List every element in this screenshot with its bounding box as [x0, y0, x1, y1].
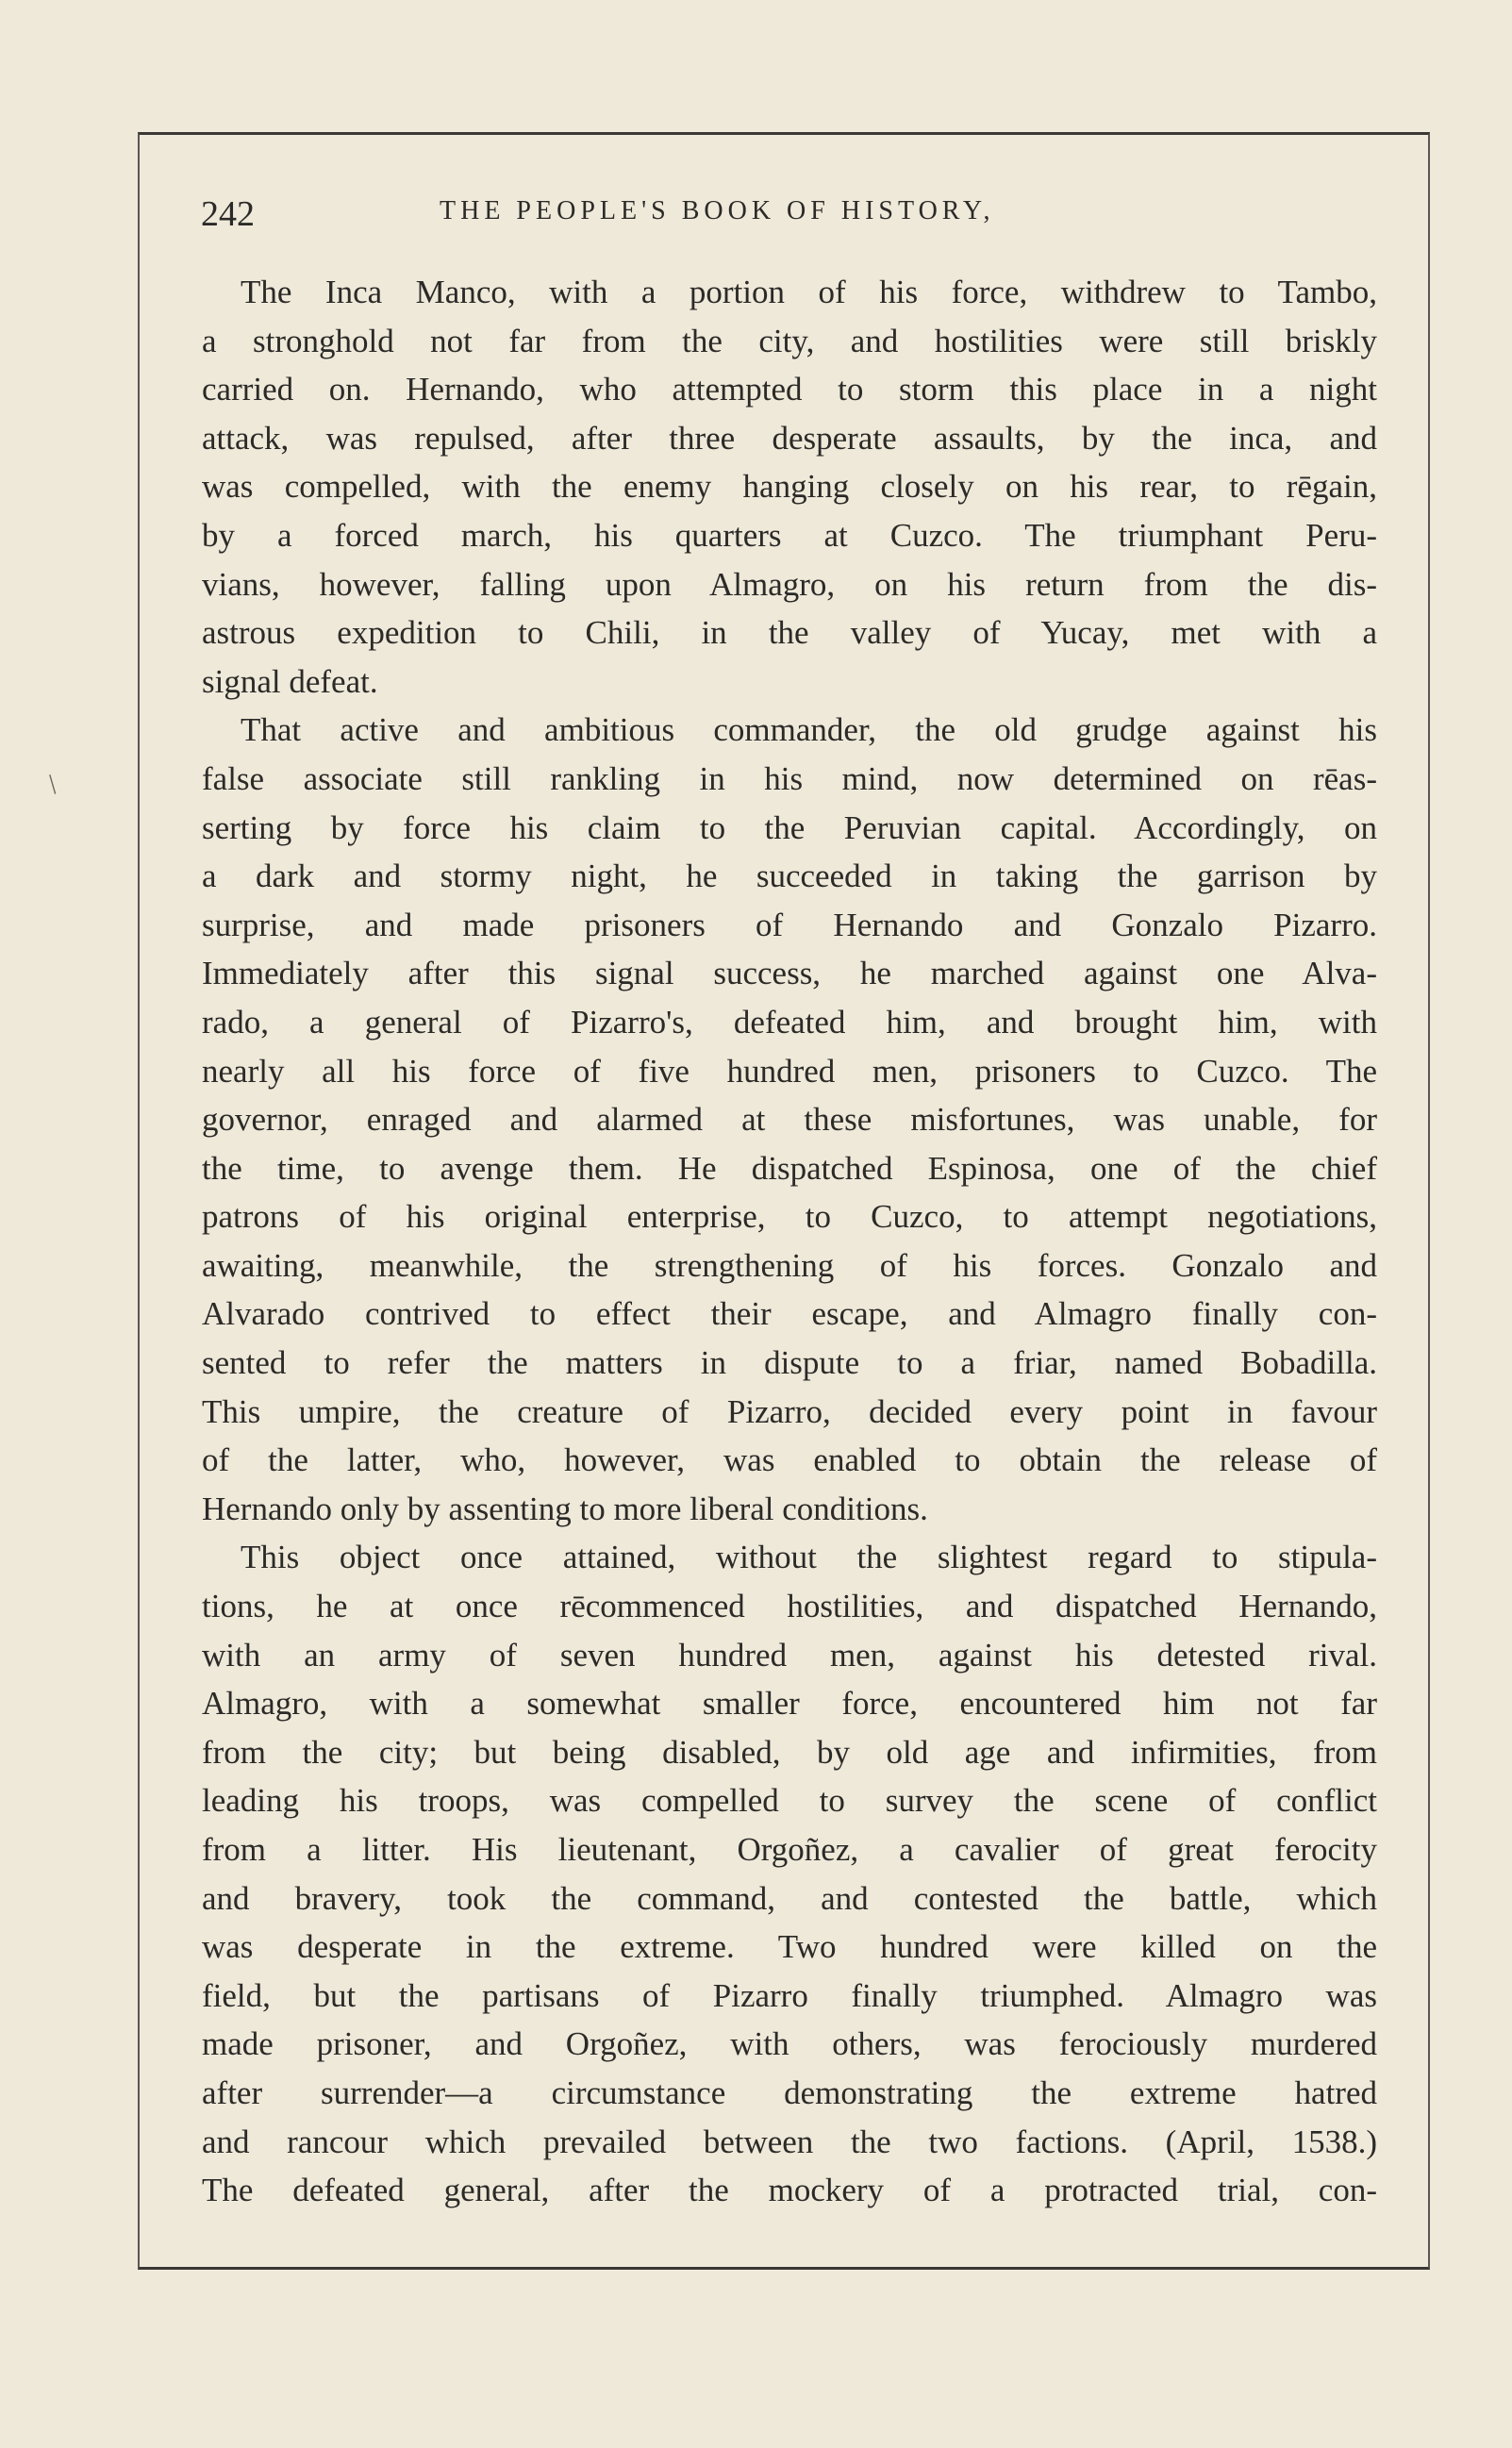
- text-line: The Inca Manco, with a portion of his force, withdrew to Tambo,: [241, 274, 1377, 310]
- text-line: serting by force his claim to the Peruvian capital. Accordingly, on: [202, 808, 1377, 846]
- text-line: patrons of his original enterprise, to Cuzco, to attempt negotiations,: [202, 1198, 1377, 1236]
- text-line: with an army of seven hundred men, against his detested rival.: [202, 1636, 1377, 1674]
- text-line: astrous expedition to Chili, in the valley of Yucay, met with a: [202, 614, 1377, 652]
- text-line: a dark and stormy night, he succeeded in taking the garrison by: [202, 858, 1377, 895]
- paragraph: [202, 1533, 1377, 2214]
- text-line: That active and ambitious commander, the old grudge against his: [241, 711, 1377, 749]
- text-line: This umpire, the creature of Pizarro, decided every point in favour: [202, 1392, 1377, 1430]
- text-line: attack, was repulsed, after three desperate assaults, by the inca, and: [202, 419, 1377, 457]
- text-line: Immediately after this signal success, he marched against one Alva-: [202, 955, 1377, 992]
- pencil-mark: /: [41, 769, 65, 800]
- text-line: tions, he at once rēcommenced hostilities, and dispatched Hernando,: [202, 1588, 1377, 1625]
- text-line: nearly all his force of five hundred men, prisoners to Cuzco. The: [202, 1052, 1377, 1090]
- text-line: Hernando only by assenting to more liberal conditions.: [202, 1490, 928, 1527]
- text-line: field, but the partisans of Pizarro finally triumphed. Almagro was: [202, 1976, 1377, 2014]
- text-line: made prisoner, and Orgoñez, with others, was ferociously murdered: [202, 2025, 1377, 2063]
- text-line: was compelled, with the enemy hanging closely on his rear, to rēgain,: [202, 468, 1377, 506]
- text-line: by a forced march, his quarters at Cuzco. The triumphant Peru-: [202, 516, 1377, 554]
- text-line: false associate still rankling in his mind, now determined on rēas-: [202, 759, 1377, 797]
- text-line: sented to refer the matters in dispute to a friar, named Bobadilla.: [202, 1344, 1377, 1382]
- text-line: governor, enraged and alarmed at these misfortunes, was unable, for: [202, 1101, 1377, 1139]
- text-line: from a litter. His lieutenant, Orgoñez, a cavalier of great ferocity: [202, 1831, 1377, 1868]
- text-line: a stronghold not far from the city, and hostilities were still briskly: [202, 322, 1377, 359]
- text-line: and rancour which prevailed between the two factions. (April, 1538.): [202, 2123, 1377, 2160]
- text-line: was desperate in the extreme. Two hundred were killed on the: [202, 1928, 1377, 1966]
- paragraph: [202, 706, 1377, 1533]
- body-text: [202, 268, 1377, 2215]
- text-line: the time, to avenge them. He dispatched Espinosa, one of the chief: [202, 1149, 1377, 1187]
- page-number: 242: [201, 194, 255, 234]
- text-line: from the city; but being disabled, by old age and infirmities, from: [202, 1733, 1377, 1771]
- text-line: leading his troops, was compelled to survey the scene of conflict: [202, 1782, 1377, 1820]
- paragraph: [202, 268, 1377, 706]
- text-line: Almagro, with a somewhat smaller force, encountered him not far: [202, 1685, 1377, 1723]
- text-line: Alvarado contrived to effect their escape, and Almagro finally con-: [202, 1295, 1377, 1333]
- running-title: THE PEOPLE'S BOOK OF HISTORY,: [440, 196, 995, 225]
- text-line: awaiting, meanwhile, the strengthening of his forces. Gonzalo and: [202, 1246, 1377, 1284]
- text-line: signal defeat.: [202, 662, 378, 700]
- text-line: surprise, and made prisoners of Hernando and Gonzalo Pizarro.: [202, 906, 1377, 943]
- text-line: after surrender—a circumstance demonstrating the extreme hatred: [202, 2073, 1377, 2111]
- text-line: of the latter, who, however, was enabled to obtain the release of: [202, 1441, 1377, 1479]
- text-line: The defeated general, after the mockery of a protracted trial, con-: [202, 2172, 1377, 2209]
- text-line: carried on. Hernando, who attempted to storm this place in a night: [202, 371, 1377, 408]
- text-line: This object once attained, without the slightest regard to stipula-: [241, 1539, 1377, 1576]
- text-line: vians, however, falling upon Almagro, on his return from the dis-: [202, 565, 1377, 603]
- text-line: and bravery, took the command, and contested the battle, which: [202, 1879, 1377, 1917]
- text-line: rado, a general of Pizarro's, defeated him, and brought him, with: [202, 1003, 1377, 1041]
